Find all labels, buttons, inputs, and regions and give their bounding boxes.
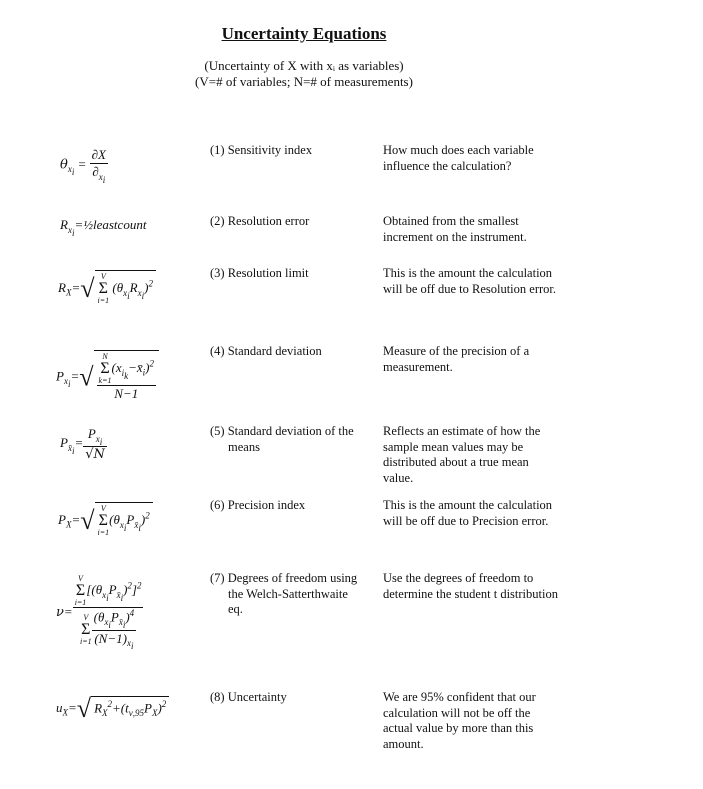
equation-name-2: (2) Resolution error [210, 214, 310, 228]
degrees-of-freedom-formula: ν= V Σ $i=1[(\theta_{x_i}P_{x̄_i})^2]^2$ V Σ i=1 $\frac{(\theta_{x_i}P_{x̄_i})^4}{(N-1)_{x_i}}$ [56, 574, 142, 652]
equation-name-3: (3) Resolution limit [210, 266, 309, 280]
page-subtitle [0, 58, 608, 90]
page-title: Uncertainty Equations [221, 24, 387, 43]
precision-index-formula: $P_X=√$ V Σ $i=1(\theta_{x_i}P_{x̄_i})^2$ [58, 502, 218, 537]
equation-name-8: (8) Uncertainty [210, 690, 287, 704]
standard-deviation-formula: $P_{x_i}=√$ N Σ $k=1(x_{i_k}-x̄_i)^2$ N−1 [56, 350, 216, 402]
equation-description-5: Reflects an estimate of how the sample mean values may be distributed about a true mean value. [383, 424, 541, 485]
equation-description-2: Obtained from the smallest increment on the instrument. [383, 214, 527, 244]
equation-description-7: Use the degrees of freedom to determine the student t distribution [383, 571, 558, 601]
resolution-limit-formula: $R_X=√$ V Σ i=1 $(\theta_{x_i}R_{x_i})^2$ [58, 270, 218, 305]
equation-description-6: This is the amount the calculation will be off due to Precision error. [383, 498, 553, 528]
subtitle-line-2: (V=# of variables; N=# of measurements) [195, 74, 413, 89]
resolution-error-formula: $R_{x_i}=\frac{1}{2}leastcount$ [60, 217, 147, 238]
sensitivity-index-formula: $\theta_{x_i}$ = $\frac{\partial X}{\partial_{x_i}}$ [60, 147, 106, 185]
equation-name-1: (1) Sensitivity index [210, 143, 313, 157]
standard-deviation-of-means-formula: $P_{x̄_i}=$ $\frac{P_{x_i}}{√N}$ [60, 426, 105, 463]
equation-description-4: Measure of the precision of a measurement. [383, 344, 530, 374]
subtitle-line-1: (Uncertainty of X with xᵢ as variables) [204, 58, 404, 73]
uncertainty-formula: $u_X=√$ $R_X^2+(t_{\nu,95}P_X)^2$ [56, 694, 216, 724]
equation-description-8: We are 95% confident that our calculation will not be off the actual value by more than this amount. [383, 690, 536, 751]
equation-description-1: How much does each variable influence the calculation? [383, 143, 534, 173]
equation-name-4: (4) Standard deviation [210, 344, 322, 358]
equation-name-7: (7) Degrees of freedom using the Welch-Satterthwaite eq. [210, 571, 358, 616]
equation-name-5: (5) Standard deviation of the means [210, 424, 354, 454]
equation-name-6: (6) Precision index [210, 498, 306, 512]
equation-description-3: This is the amount the calculation will be off due to Resolution error. [383, 266, 557, 296]
